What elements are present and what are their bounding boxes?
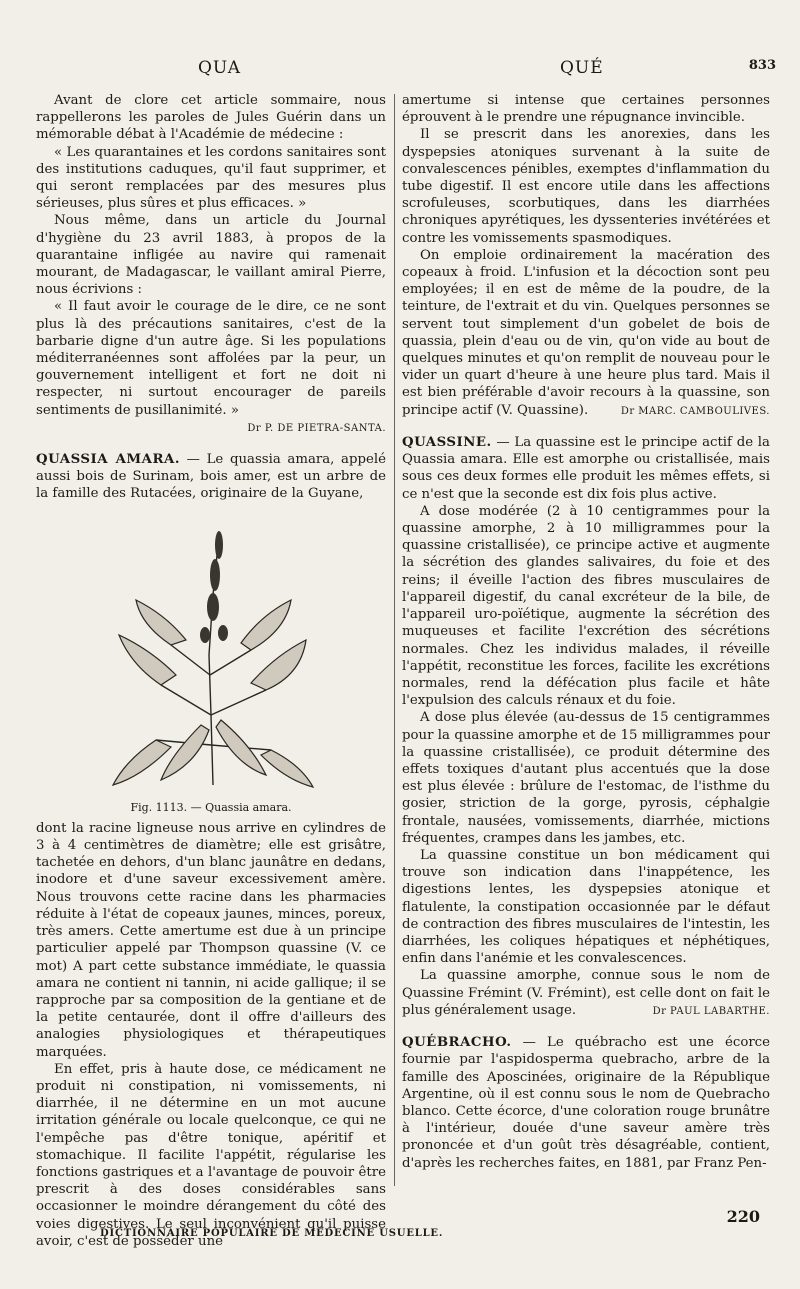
intro-paragraph: Nous même, dans un article du Journal d'hygiène du 23 avril 1883, à propos de la quarantaine infligée au navire qui ramenait mourant, de Madagascar, le vaillant amiral Pierre, nous écrivions : — [36, 213, 386, 298]
figure-caption: Fig. 1113. — Quassia amara. — [130, 800, 292, 814]
body-paragraph: En effet, pris à haute dose, ce médicament ne produit ni constipation, ni vomissements, ni diarrhée, il ne détermine en un mot aucune irritation générale ou locale quelconque, ce qui ne l'empêche pas d'être tonique, apéritif et stomachique. Il facilite l'appétit, régularise les fonctions gastriques et a l'avantage de pouvoir être prescrit à des doses considérables sans occasionner le moindre dérangement du côté des voies digestives. Le seul inconvénient qu'il puisse avoir, c'est de posséder une — [36, 1061, 386, 1249]
body-paragraph: A dose plus élevée (au-dessus de 15 centigrammes pour la quassine amorphe et de 15 milligrammes pour la quassine cristallisée), ce produit détermine des effets toxiques d'autant plus accentués que la dose est plus élevée : brûlure de l'estomac, de l'isthme du gosier, striction de la gorge, pyrosis, céphalgie frontale, nausées, vomissements, diarrhée, mictions fréquentes, crampes dans les jambes, etc. — [402, 710, 770, 846]
entry-heading: QUÉBRACHO. — [402, 1035, 512, 1051]
body-paragraph: On emploie ordinairement la macération des copeaux à froid. L'infusion et la décoction sont peu employées; il en est de même de la poudre, de la teinture, de l'extrait et du vin. Quelques personnes se servent tout simplement d'un gobelet de bois de quassia, plein d'eau ou de vin, qu'on vide au bout de quelques minutes et qu'on remplit de nouveau pour le vider un quart d'heure à une heure plus tard. Mais il est bien préférable d'avoir recours à la quassine, son principe actif (V. Quassine). — [402, 247, 770, 418]
quote-paragraph: « Les quarantaines et les cordons sanitaires sont des institutions caduques, qu'il faut supprimer, et qui seront remplacées par des mesures plus sérieuses, plus sûres et plus efficaces. » — [36, 144, 386, 212]
entry-lead: — Le québracho est une écorce fournie par l'aspidosperma quebracho, arbre de la famille des Aposcinées, originaire de la République Argentine, où il est connu sous le nom de Quebracho blanco. Cette écorce, d'une coloration rouge brunâtre à l'intérieur, douée d'une saveur amère très prononcée et d'un goût très désagréable, contient, d'après les recherches faites, en 1881, par Franz Pen- — [402, 1035, 770, 1171]
body-paragraph: La quassine constitue un bon médicament qui trouve son indication dans l'inappétence, les digestions lentes, les dyspepsies atonique et flatulente, la constipation occasionnée par le défaut de contraction des fibres musculaires de l'intestin, les diarrhées, les coliques hépatiques et néphétiques, enfin dans l'anémie et les convalescences. — [402, 847, 770, 967]
footer-title: DICTIONNAIRE POPULAIRE DE MÉDECINE USUELLE. — [100, 1228, 444, 1239]
author-signature: Dr P. DE PIETRA-SANTA. — [247, 422, 386, 434]
running-head-left: QUA — [198, 58, 242, 78]
entry-quassine — [402, 434, 770, 503]
quote-paragraph: « Il faut avoir le courage de le dire, ce ne sont plus là des précautions sanitaires, c'est de la barbarie digne d'un autre âge. Si les populations méditerranéennes sont affolées par la peur, un gouvernement intelligent et fort ne doit ni respecter, ni surtout encourager de pareils sentiments de pusillanimité. » — [36, 299, 386, 418]
sheet-number: 220 — [726, 1207, 760, 1226]
right-column — [402, 92, 770, 1172]
author-signature: Dr PAUL LABARTHE. — [652, 1005, 770, 1017]
entry-quassia — [36, 451, 386, 503]
body-paragraph: A dose modérée (2 à 10 centigrammes pour la quassine amorphe, 2 à 10 milligrammes pour la quassine cristallisée), ce principe active et augmente la sécrétion des glandes salivaires, du foie et des reins; il éveille l'action des fibres musculaires de l'appareil digestif, du canal excréteur de la bile, de l'appareil uro-poïétique, augmente la sécrétion des muqueuses et facilite l'excrétion des sécrétions normales. Chez les individus malades, il réveille l'appétit, reconstitue les forces, facilite les excrétions normales, rend la défécation plus facile et hâte l'expulsion des calculs rénaux et du foie. — [402, 503, 770, 709]
entry-heading: QUASSIA AMARA. — [36, 452, 180, 468]
column-rule — [394, 94, 395, 1186]
author-signature: Dr MARC. CAMBOULIVES. — [620, 405, 770, 417]
left-column — [36, 92, 386, 1250]
entry-heading: QUASSINE. — [402, 435, 492, 451]
entry-lead: — Le quassia amara, appelé aussi bois de Surinam, bois amer, est un arbre de la famille des Rutacées, originaire de la Guyane, — [36, 452, 387, 502]
entry-quebracho — [402, 1034, 770, 1172]
running-head-right: QUÉ — [560, 58, 604, 78]
body-paragraph: dont la racine ligneuse nous arrive en cylindres de 3 à 4 centimètres de diamètre; elle est grisâtre, tachetée en dehors, d'un blanc jaunâtre en dedans, inodore et d'une saveur excessivement amère. Nous trouvons cette racine dans les pharmacies réduite à l'état de copeaux jaunes, minces, poreux, très amers. Cette amertume est due à un principe particulier appelé par Thompson quassine (V. ce mot) A part cette substance immédiate, le quassia amara ne contient ni tannin, ni acide gallique; il se rapproche par sa composition de la gentiane et de la petite centaurée, dont il offre d'ailleurs des analogies physiologiques et thérapeutiques marquées. — [36, 820, 386, 1060]
entry-lead: — La quassine est le principe actif de la Quassia amara. Elle est amorphe ou cristallisée, mais sous ces deux formes elle produit les mêmes effets, si ce n'est que la seconde est dix fois plus active. — [402, 435, 770, 502]
quassia-figure — [36, 515, 386, 816]
intro-paragraph: Avant de clore cet article sommaire, nous rappellerons les paroles de Jules Guérin dans un mémorable débat à l'Académie de médecine : — [36, 93, 386, 143]
body-paragraph: amertume si intense que certaines personnes éprouvent à le prendre une répugnance invincible. — [402, 93, 770, 126]
body-paragraph: La quassine amorphe, connue sous le nom de Quassine Frémint (V. Frémint), est celle dont on fait le plus généralement usage. — [402, 968, 770, 1018]
body-paragraph: Il se prescrit dans les anorexies, dans les dyspepsies atoniques survenant à la suite de convalescences pénibles, exemptes d'inflammation du tube digestif. Il est encore utile dans les affections scrofuleuses, scorbutiques, dans les diarrhées chroniques apyrétiques, les dyssenteries invétérées et contre les vomissements spasmodiques. — [402, 127, 770, 246]
quassia-plant-illustration — [101, 515, 321, 795]
page-number: 833 — [748, 58, 776, 73]
